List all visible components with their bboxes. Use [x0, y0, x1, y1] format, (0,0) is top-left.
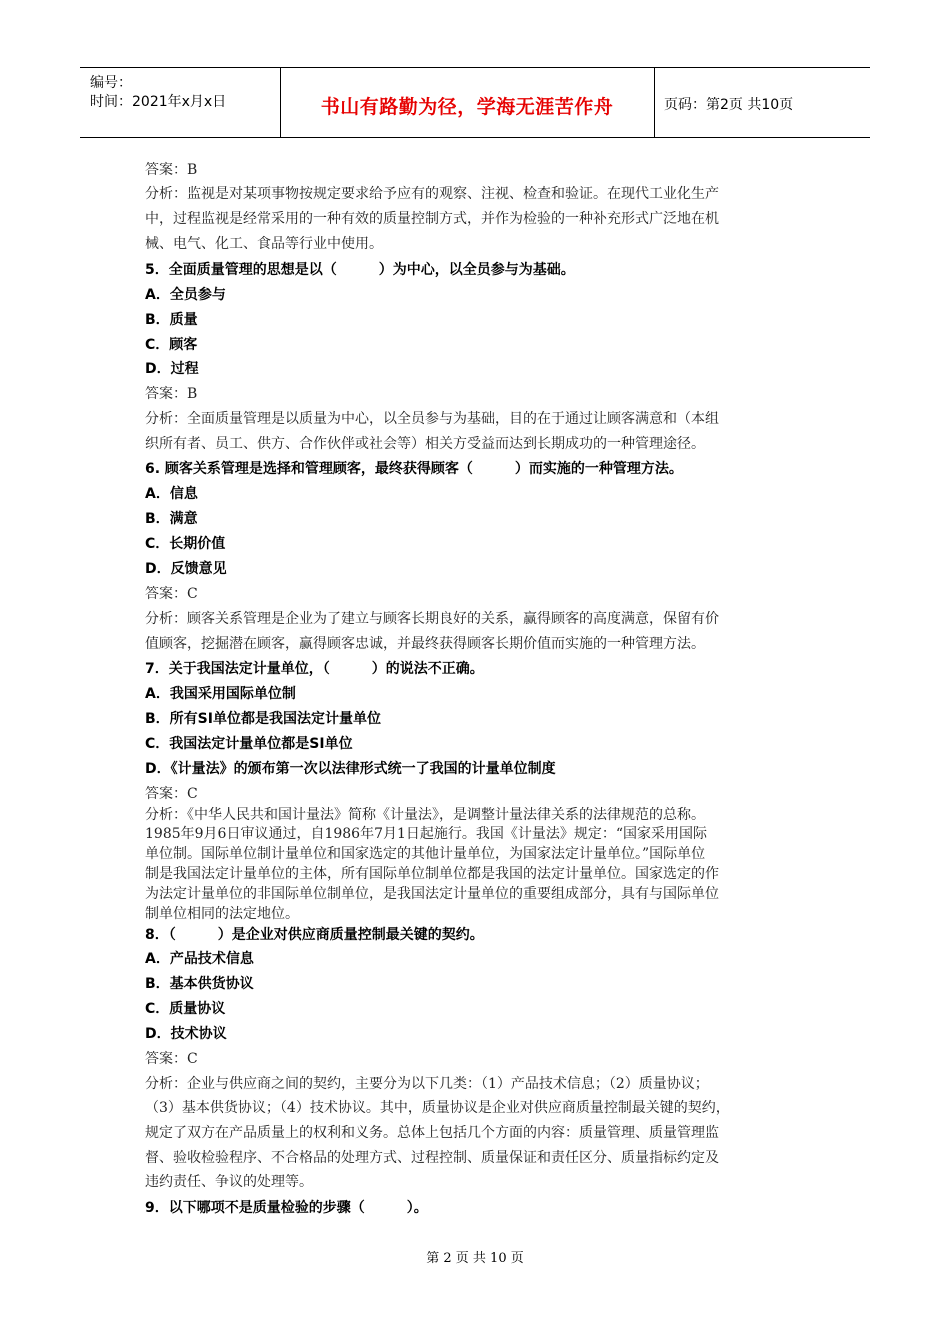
answer-line: 答案：C [145, 1051, 198, 1067]
analysis-line: 分析：监视是对某项事物按规定要求给予应有的观察、注视、检查和验证。在现代工业化生产 [145, 186, 719, 202]
question-6: 6. 顾客关系管理是选择和管理顾客，最终获得顾客（ ）而实施的一种管理方法。 [145, 461, 683, 477]
option-c: C．顾客 [145, 337, 198, 353]
option-a: A．我国采用国际单位制 [145, 686, 296, 702]
analysis-line: 分析：全面质量管理是以质量为中心，以全员参与为基础，目的在于通过让顾客满意和（本组 [145, 411, 719, 427]
analysis-line: 分析：《中华人民共和国计量法》简称《计量法》，是调整计量法律关系的法律规范的总称。 [145, 807, 705, 823]
question-7: 7．关于我国法定计量单位，（ ）的说法不正确。 [145, 661, 484, 677]
analysis-line: 分析：企业与供应商之间的契约，主要分为以下几类：（1）产品技术信息；（2）质量协议； [145, 1076, 709, 1092]
option-d: D．过程 [145, 361, 199, 377]
analysis-line: 中，过程监视是经常采用的一种有效的质量控制方式，并作为检验的一种补充形式广泛地在机 [145, 211, 719, 227]
analysis-line: 值顾客，挖掘潜在顾客，赢得顾客忠诚，并最终获得顾客长期价值而实施的一种管理方法。 [145, 636, 705, 652]
analysis-line: 制是我国法定计量单位的主体，所有国际单位制单位都是我国的法定计量单位。国家选定的作 [145, 866, 719, 882]
option-d: D．技术协议 [145, 1026, 227, 1042]
option-c: C．我国法定计量单位都是SI单位 [145, 736, 353, 752]
option-c: C．质量协议 [145, 1001, 226, 1017]
answer-line: 答案：C [145, 586, 198, 602]
option-a: A．全员参与 [145, 287, 226, 303]
analysis-line: 织所有者、员工、供方、合作伙伴或社会等）相关方受益而达到长期成功的一种管理途径。 [145, 436, 705, 452]
header-info-cell [80, 68, 281, 137]
question-9: 9．以下哪项不是质量检验的步骤（ ）。 [145, 1200, 428, 1216]
analysis-line: 分析：顾客关系管理是企业为了建立与顾客长期良好的关系，赢得顾客的高度满意，保留有价 [145, 611, 719, 627]
header-page-info: 页码：第2页 共10页 [664, 97, 794, 113]
header-motto-cell [280, 68, 655, 137]
header-motto: 书山有路勤为径，学海无涯苦作舟 [320, 96, 614, 118]
answer-line: 答案：C [145, 786, 198, 802]
analysis-line: 为法定计量单位的非国际单位制单位，是我国法定计量单位的重要组成部分，具有与国际单位 [145, 886, 719, 902]
analysis-line: 督、验收检验程序、不合格品的处理方式、过程控制、质量保证和责任区分、质量指标约定及 [145, 1150, 719, 1166]
page-header [80, 67, 870, 138]
answer-line: 答案：B [145, 162, 198, 178]
option-b: B．所有SI单位都是我国法定计量单位 [145, 711, 381, 727]
analysis-line: 1985年9月6日审议通过，自1986年7月1日起施行。我国《计量法》规定：“国家采用国际 [145, 826, 708, 842]
question-8: 8．（ ）是企业对供应商质量控制最关键的契约。 [145, 927, 484, 943]
analysis-line: 械、电气、化工、食品等行业中使用。 [145, 236, 383, 252]
analysis-line: 规定了双方在产品质量上的权利和义务。总体上包括几个方面的内容：质量管理、质量管理监 [145, 1125, 719, 1141]
option-c: C．长期价值 [145, 536, 226, 552]
option-a: A．信息 [145, 486, 198, 502]
analysis-line: 单位制。国际单位制计量单位和国家选定的其他计量单位，为国家法定计量单位。”国际单位 [145, 846, 706, 862]
answer-line: 答案：B [145, 386, 198, 402]
analysis-line: 制单位相同的法定地位。 [145, 906, 299, 922]
option-d: D．《计量法》的颁布第一次以法律形式统一了我国的计量单位制度 [145, 761, 556, 777]
header-page-cell [654, 68, 870, 137]
document-time-label: 时间：2021年x月x日 [90, 94, 227, 110]
document-number-label: 编号： [90, 75, 132, 91]
option-b: B．满意 [145, 511, 198, 527]
question-5: 5．全面质量管理的思想是以（ ）为中心，以全员参与为基础。 [145, 262, 575, 278]
analysis-line: （3）基本供货协议；（4）技术协议。其中，质量协议是企业对供应商质量控制最关键的契约， [145, 1100, 730, 1116]
analysis-line: 违约责任、争议的处理等。 [145, 1174, 313, 1190]
option-b: B．质量 [145, 312, 198, 328]
option-a: A．产品技术信息 [145, 951, 254, 967]
page-footer: 第 2 页 共 10 页 [426, 1251, 524, 1266]
option-b: B．基本供货协议 [145, 976, 254, 992]
option-d: D．反馈意见 [145, 561, 227, 577]
